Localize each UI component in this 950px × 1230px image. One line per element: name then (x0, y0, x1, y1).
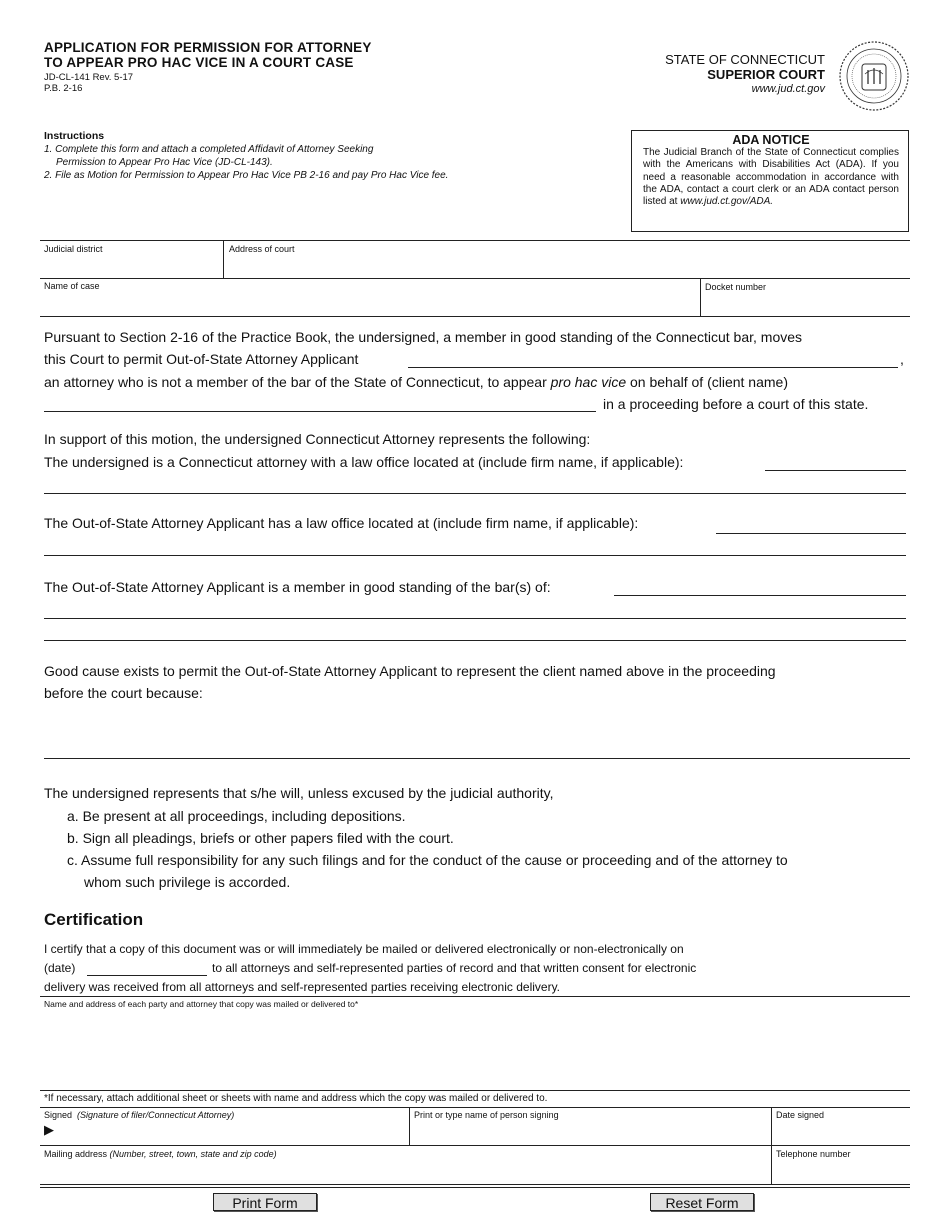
date-signed-label: Date signed (776, 1110, 825, 1120)
state-seal-icon (838, 40, 910, 112)
practice-book-ref: P.B. 2-16 (44, 83, 83, 94)
good-cause-line-2: before the court because: (44, 685, 203, 701)
print-name-field[interactable] (414, 1122, 766, 1143)
oos-office-input[interactable] (716, 533, 906, 534)
certification-line-2-a: (date) (44, 961, 76, 975)
oos-bar-input[interactable] (614, 595, 906, 596)
divider (700, 278, 701, 316)
client-name-input[interactable] (44, 411, 596, 412)
instruction-item-2: 2. File as Motion for Permission to Appear Pro Hac Vice PB 2-16 and pay Pro Hac Vice fee. (44, 170, 449, 181)
print-name-label: Print or type name of person signing (414, 1110, 559, 1120)
certification-line-2-b: to all attorneys and self-represented parties of record and that written consent for electronic (212, 961, 697, 975)
state-name: STATE OF CONNECTICUT (665, 52, 825, 67)
motion-line-2: this Court to permit Out-of-State Attorney Applicant (44, 351, 359, 367)
divider (40, 1145, 910, 1146)
form-title-line1: APPLICATION FOR PERMISSION FOR ATTORNEY (44, 40, 372, 55)
mailing-label-group (44, 1149, 277, 1159)
motion-line-4: in a proceeding before a court of this state. (603, 396, 869, 412)
docket-number-field[interactable] (705, 293, 905, 313)
oos-bar-input-line-2[interactable] (44, 618, 906, 619)
form-title-line2: TO APPEAR PRO HAC VICE IN A COURT CASE (44, 55, 354, 70)
oos-bar-input-line-3[interactable] (44, 640, 906, 641)
court-block (665, 52, 825, 97)
form-number: JD-CL-141 Rev. 5-17 (44, 72, 134, 83)
ct-office-input-line-2[interactable] (44, 493, 906, 494)
name-address-label: Name and address of each party and attorney that copy was mailed or delivered to* (44, 999, 359, 1009)
form-title (44, 40, 372, 70)
represents-item-c-cont: whom such privilege is accorded. (84, 874, 291, 890)
certification-heading: Certification (44, 910, 144, 929)
motion-line-3-a: an attorney who is not a member of the bar of the State of Connecticut, to appear (44, 374, 551, 390)
print-form-button[interactable]: Print Form (213, 1193, 317, 1211)
motion-line-1: Pursuant to Section 2-16 of the Practice Book, the undersigned, a member in good standing of the Connecticut bar, moves (44, 329, 803, 345)
name-of-case-field[interactable] (44, 293, 694, 313)
mailing-hint: (Number, street, town, state and zip code) (109, 1149, 277, 1159)
ada-link[interactable]: www.jud.ct.gov/ADA. (680, 196, 774, 208)
instructions (44, 130, 614, 182)
oos-bar-label: The Out-of-State Attorney Applicant is a member in good standing of the bar(s) of: (44, 579, 551, 595)
oos-office-input-line-2[interactable] (44, 555, 906, 556)
signature-arrow-icon: ▶ (44, 1122, 54, 1137)
support-statement: In support of this motion, the undersigned Connecticut Attorney represents the following: (44, 431, 591, 447)
good-cause-line-1: Good cause exists to permit the Out-of-State Attorney Applicant to represent the client named above in the proceeding (44, 663, 776, 679)
judicial-district-label: Judicial district (44, 244, 103, 254)
name-address-field[interactable] (44, 1012, 906, 1087)
divider (223, 240, 224, 278)
ct-office-input[interactable] (765, 470, 906, 471)
motion-line-2-end: , (900, 351, 904, 367)
good-cause-input[interactable] (44, 758, 910, 759)
certification-line-1: I certify that a copy of this document was or will immediately be mailed or delivered electronically or non-electronically on (44, 942, 684, 956)
applicant-name-input[interactable] (408, 367, 898, 368)
ada-notice (631, 130, 909, 232)
telephone-label: Telephone number (776, 1149, 851, 1159)
signature-field[interactable] (60, 1121, 405, 1143)
address-of-court-field[interactable] (229, 256, 904, 276)
represents-item-c: c. Assume full responsibility for any such filings and for the conduct of the cause or proceeding and of the attorney to (67, 852, 788, 868)
form-number-block (44, 72, 133, 94)
represents-item-a: a. Be present at all proceedings, including depositions. (67, 808, 406, 824)
footnote: *If necessary, attach additional sheet or sheets with name and address which the copy was mailed or delivered to. (44, 1093, 548, 1104)
divider (409, 1107, 410, 1145)
signed-hint: (Signature of filer/Connecticut Attorney) (77, 1110, 235, 1120)
divider (40, 996, 910, 997)
instructions-heading: Instructions (44, 130, 105, 142)
date-signed-field[interactable] (776, 1122, 906, 1143)
ada-notice-text: The Judicial Branch of the State of Connecticut complies with the Americans with Disabilities Act (ADA). If you need a reasonable accommodation in accordance with the ADA, contact a court clerk or an ADA contact person listed at (643, 147, 899, 208)
divider (40, 240, 910, 241)
motion-line-3-italic: pro hac vice (550, 374, 627, 390)
divider (40, 278, 910, 279)
divider (40, 1090, 910, 1091)
address-of-court-label: Address of court (229, 244, 295, 254)
motion-line-3-b: on behalf of (client name) (626, 374, 788, 390)
name-of-case-label: Name of case (44, 281, 100, 291)
instruction-item-1-cont: Permission to Appear Pro Hac Vice (JD-CL-143). (56, 157, 273, 168)
divider (40, 316, 910, 317)
represents-item-b: b. Sign all pleadings, briefs or other papers filed with the court. (67, 830, 454, 846)
court-name: SUPERIOR COURT (707, 67, 825, 82)
telephone-field[interactable] (776, 1161, 906, 1182)
divider (40, 1187, 910, 1188)
certification-date-input[interactable] (87, 975, 207, 976)
court-website: www.jud.ct.gov (751, 83, 825, 95)
signed-label: Signed (44, 1110, 73, 1120)
mailing-address-field[interactable] (44, 1161, 766, 1182)
divider (40, 1184, 910, 1185)
judicial-district-field[interactable] (44, 256, 219, 276)
instruction-item-1: 1. Complete this form and attach a completed Affidavit of Attorney Seeking (44, 144, 374, 155)
mailing-label: Mailing address (44, 1149, 108, 1159)
signed-label-group (44, 1110, 234, 1120)
ada-notice-title: ADA NOTICE (732, 133, 810, 147)
oos-office-label: The Out-of-State Attorney Applicant has a law office located at (include firm name, if applicable): (44, 515, 639, 531)
ct-office-label: The undersigned is a Connecticut attorney with a law office located at (include firm name, if applicable): (44, 454, 684, 470)
motion-line-3 (44, 371, 788, 393)
divider (40, 1107, 910, 1108)
docket-number-label: Docket number (705, 282, 767, 292)
represents-statement: The undersigned represents that s/he will, unless excused by the judicial authority, (44, 785, 554, 801)
reset-form-button[interactable]: Reset Form (650, 1193, 754, 1211)
certification-line-3: delivery was received from all attorneys and self-represented parties receiving electronic delivery. (44, 980, 561, 994)
